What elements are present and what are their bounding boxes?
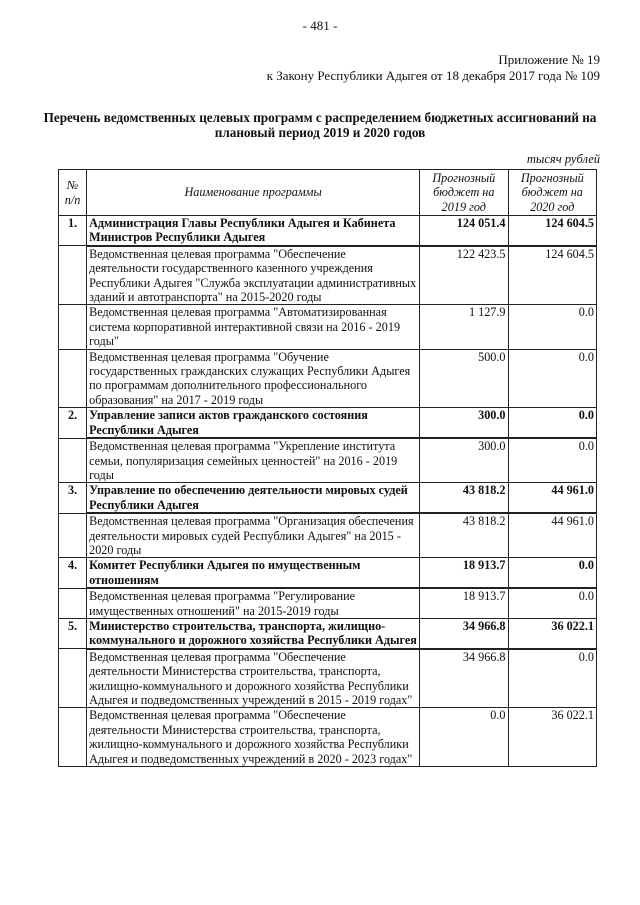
program-row (59, 513, 597, 558)
row-number (59, 305, 87, 349)
program-name: Ведомственная целевая программа "Обеспечение деятельности государственного казенного учреждения Республики Адыгея "Служба эксплуатации административных зданий и автотранспорта" на 2015-2020 годы (87, 246, 420, 305)
budget-2020: 0.0 (508, 349, 596, 408)
row-number: 3. (59, 483, 87, 513)
organization-row (59, 483, 597, 513)
budget-2020: 44 961.0 (508, 483, 596, 513)
program-name: Комитет Республики Адыгея по имущественным отношениям (87, 558, 420, 588)
row-number: 2. (59, 408, 87, 438)
organization-row (59, 618, 597, 648)
header-num: № п/п (59, 170, 87, 216)
organization-row (59, 216, 597, 246)
budget-2020: 36 022.1 (508, 708, 596, 767)
organization-row (59, 408, 597, 438)
budget-2019: 43 818.2 (420, 513, 508, 558)
unit-label: тысяч рублей (526, 152, 600, 166)
program-name: Ведомственная целевая программа "Обучение государственных гражданских служащих Республики Адыгея по программам дополнительного профессионального образования" на 2017 - 2019 годы (87, 349, 420, 408)
program-name: Ведомственная целевая программа "Укрепление института семьи, популяризация семейных ценностей" на 2016 - 2019 годы (87, 438, 420, 483)
budget-2020: 124 604.5 (508, 246, 596, 305)
budget-2019: 43 818.2 (420, 483, 508, 513)
program-name: Управление записи актов гражданского состояния Республики Адыгея (87, 408, 420, 438)
program-row (59, 305, 597, 349)
program-name: Ведомственная целевая программа "Автоматизированная система корпоративной интерактивной связи на 2016 - 2019 годы" (87, 305, 420, 349)
budget-2020: 124 604.5 (508, 216, 596, 246)
row-number (59, 246, 87, 305)
budget-2019: 34 966.8 (420, 649, 508, 708)
appendix-line-1: Приложение № 19 (498, 52, 600, 67)
budget-2019: 1 127.9 (420, 305, 508, 349)
program-row (59, 649, 597, 708)
budget-table (58, 169, 597, 767)
program-name: Ведомственная целевая программа "Регулирование имущественных отношений" на 2015-2019 годы (87, 588, 420, 618)
budget-2019: 124 051.4 (420, 216, 508, 246)
row-number: 1. (59, 216, 87, 246)
budget-2019: 18 913.7 (420, 558, 508, 588)
budget-2019: 300.0 (420, 408, 508, 438)
budget-2020: 0.0 (508, 558, 596, 588)
document-title: Перечень ведомственных целевых программ с распределением бюджетных ассигнований на плановый период 2019 и 2020 годов (43, 110, 597, 140)
organization-row (59, 558, 597, 588)
budget-2020: 0.0 (508, 649, 596, 708)
header-2020: Прогнозный бюджет на 2020 год (508, 170, 596, 216)
budget-2020: 0.0 (508, 438, 596, 483)
budget-2019: 500.0 (420, 349, 508, 408)
program-row (59, 708, 597, 767)
row-number (59, 588, 87, 618)
row-number (59, 649, 87, 708)
program-name: Ведомственная целевая программа "Обеспечение деятельности Министерства строительства, транспорта, жилищно-коммунального и дорожного хозяйства Республики Адыгея и подведомственных учреждений в 2015 - 2019 годах" (87, 649, 420, 708)
table-body (59, 216, 597, 767)
row-number (59, 708, 87, 767)
row-number (59, 438, 87, 483)
budget-2020: 0.0 (508, 305, 596, 349)
row-number: 4. (59, 558, 87, 588)
budget-2019: 300.0 (420, 438, 508, 483)
appendix-line-2: к Закону Республики Адыгея от 18 декабря 2017 года № 109 (266, 68, 600, 83)
program-name: Ведомственная целевая программа "Организация обеспечения деятельности мировых судей Республики Адыгея" на 2015 - 2020 годы (87, 513, 420, 558)
header-name: Наименование программы (87, 170, 420, 216)
budget-2020: 44 961.0 (508, 513, 596, 558)
program-name: Ведомственная целевая программа "Обеспечение деятельности Министерства строительства, транспорта, жилищно-коммунального и дорожного хозяйства Республики Адыгея и подведомственных учреждений в 2020 - 2023 годах" (87, 708, 420, 767)
header-2019: Прогнозный бюджет на 2019 год (420, 170, 508, 216)
program-row (59, 349, 597, 408)
program-name: Министерство строительства, транспорта, жилищно-коммунального и дорожного хозяйства Республики Адыгея (87, 618, 420, 648)
program-name: Администрация Главы Республики Адыгея и Кабинета Министров Республики Адыгея (87, 216, 420, 246)
program-name: Управление по обеспечению деятельности мировых судей Республики Адыгея (87, 483, 420, 513)
row-number (59, 513, 87, 558)
page-number: - 481 - (302, 18, 338, 33)
row-number (59, 349, 87, 408)
row-number: 5. (59, 618, 87, 648)
budget-2020: 0.0 (508, 408, 596, 438)
budget-2020: 0.0 (508, 588, 596, 618)
program-row (59, 588, 597, 618)
budget-2019: 34 966.8 (420, 618, 508, 648)
budget-2019: 18 913.7 (420, 588, 508, 618)
program-row (59, 246, 597, 305)
budget-2019: 122 423.5 (420, 246, 508, 305)
budget-2019: 0.0 (420, 708, 508, 767)
budget-2020: 36 022.1 (508, 618, 596, 648)
program-row (59, 438, 597, 483)
